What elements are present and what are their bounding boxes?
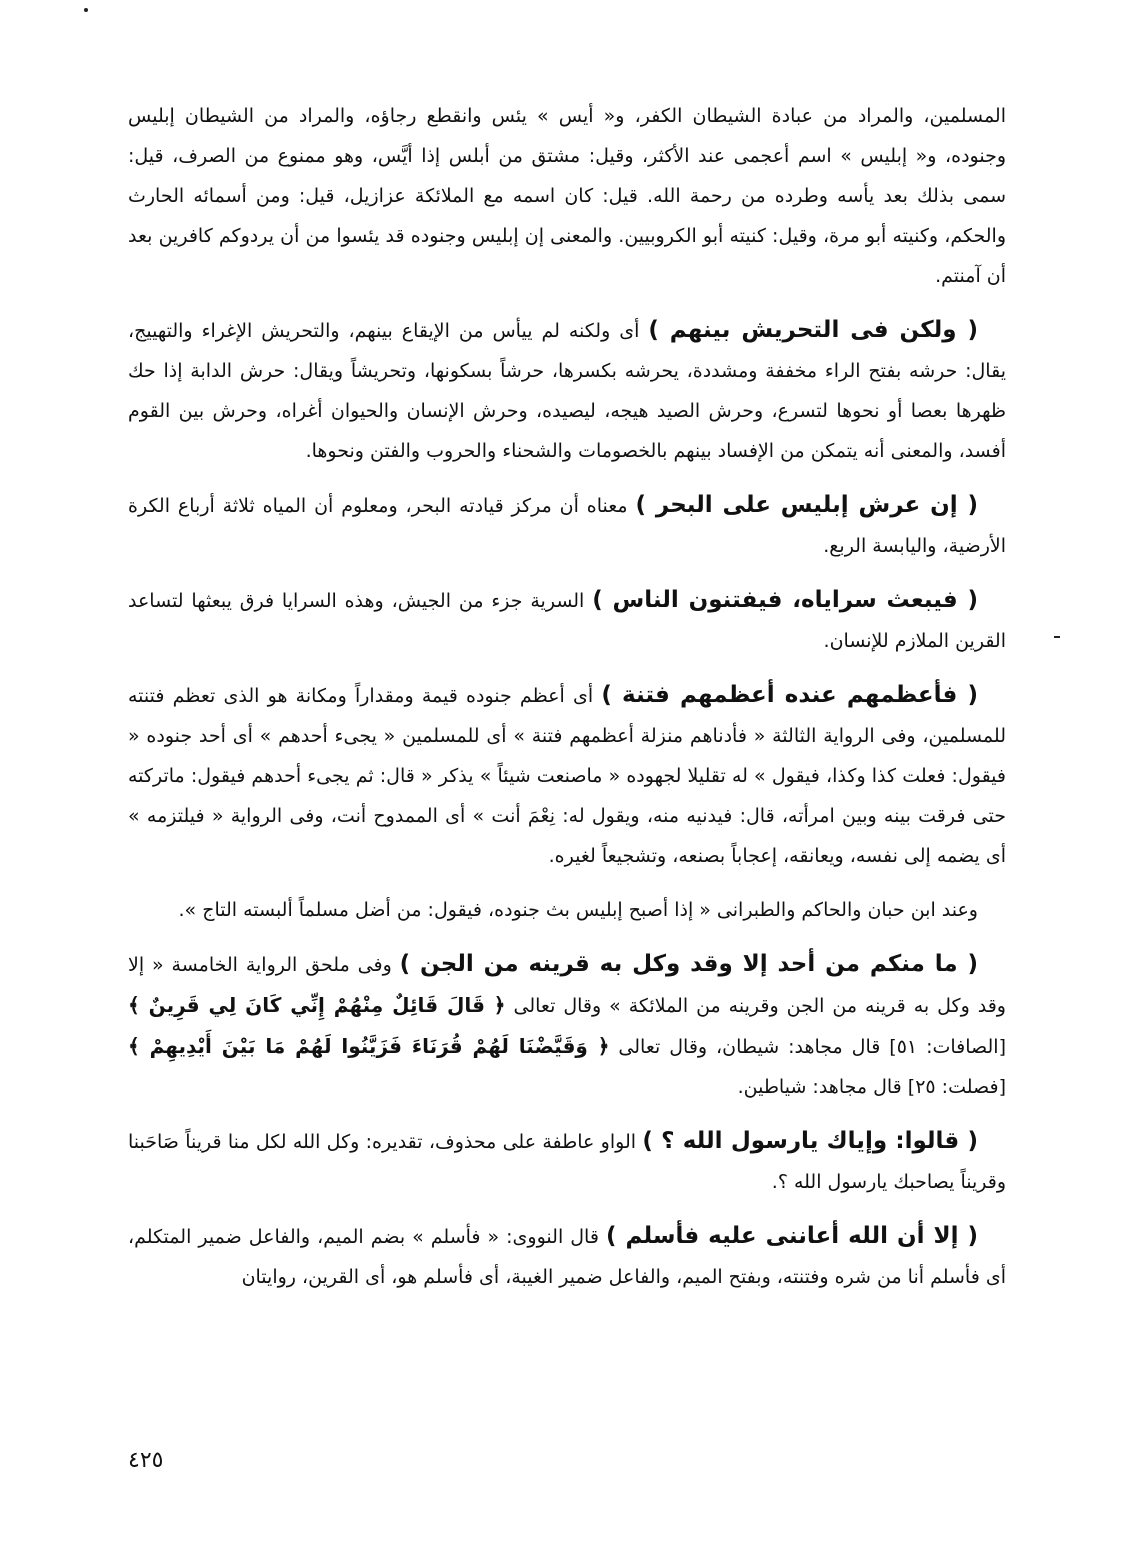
paragraph-text: أى أعظم جنوده قيمة ومقداراً ومكانة هو الذى تعظم فتنته للمسلمين، وفى الرواية الثالثة « فأدناهم منزلة أعظمهم فتنة » أى للمسلمين « يجىء أحدهم » أى أحد جنوده « فيقول: فعلت كذا وكذا، فيقول » له تقليلا لجهوده « ماصنعت شيئاً » يذكر « قال: ثم يجىء أحدهم فيقول: ماتركته حتى فرقت بينه وبين امرأته، قال: فيدنيه منه، ويقول له: نِعْمَ أنت » أى الممدوح أنت، وفى الرواية « فيلتزمه » أى يضمه إلى نفسه، ويعانقه، إعجاباً بصنعه، وتشجيعاً لغيره.	[128, 685, 1006, 867]
quran-verse: ﴿ قَالَ قَائِلٌ مِنْهُمْ إِنِّي كَانَ لِي قَرِينٌ ﴾	[128, 993, 506, 1017]
paragraph-heading: ( قالوا: وإياك يارسول الله ؟ )	[642, 1128, 978, 1154]
paragraph	[128, 675, 1006, 876]
verse-reference: [الصافات: ٥١] قال مجاهد: شيطان، وقال تعالى	[618, 1036, 1006, 1058]
paragraph-text: وفى ملحق الرواية الخامسة « إلا وقد وكل به قرينه من الجن وقرينه من الملائكة » وقال تعالى	[128, 954, 1006, 1017]
scan-speck	[84, 8, 88, 12]
paragraph-text: قال النووى: « فأسلم » بضم الميم، والفاعل ضمير المتكلم، أى فأسلم أنا من شره وفتنته، وبفتح الميم، والفاعل ضمير الغيبة، أى فأسلم هو، أى القرين، روايتان	[128, 1226, 1006, 1288]
verse-reference: [فصلت: ٢٥] قال مجاهد: شياطين.	[737, 1076, 1006, 1098]
paragraph	[128, 890, 1006, 930]
paragraph-heading: ( إلا أن الله أعاننى عليه فأسلم )	[605, 1223, 978, 1249]
scan-speck	[1054, 636, 1060, 638]
quran-verse: ﴿ وَقَيَّضْنَا لَهُمْ قُرَنَاءَ فَزَيَّنُوا لَهُمْ مَا بَيْنَ أَيْدِيهِمْ ﴾	[128, 1034, 610, 1058]
paragraph-text: المسلمين، والمراد من عبادة الشيطان الكفر، و« أيس » يئس وانقطع رجاؤه، والمراد من الشيطان إبليس وجنوده، و« إبليس » اسم أعجمى عند الأكثر، وقيل: مشتق من أبلس إذا أيَّس، وهو ممنوع من الصرف، قيل: سمى بذلك بعد يأسه وطرده من رحمة الله. قيل: كان اسمه مع الملائكة عزازيل، قيل: ومن أسمائه الحارث والحكم، وكنيته أبو مرة، وقيل: كنيته أبو الكروبيين. والمعنى إن إبليس وجنوده قد يئسوا من أن يردوكم كافرين بعد أن آمنتم.	[128, 105, 1006, 287]
paragraph	[128, 944, 1006, 1107]
paragraph	[128, 96, 1006, 296]
page-number: ٤٢٥	[128, 1448, 164, 1473]
paragraph	[128, 1216, 1006, 1297]
paragraph-text: وعند ابن حبان والحاكم والطبرانى « إذا أصبح إبليس بث جنوده، فيقول: من أضل مسلماً ألبسته التاج ».	[178, 899, 978, 921]
paragraph-text: أى ولكنه لم ييأس من الإيقاع بينهم، والتحريش الإغراء والتهييج، يقال: حرشه بفتح الراء مخففة ومشددة، يحرشه بكسرها، حرشاً بسكونها، وتحريشاً ويقال: حرش الدابة إذا حك ظهرها بعصا أو نحوها لتسرع، وحرش الصيد هيجه، ليصيده، وحرش الإنسان والحيوان أغراه، وحرش بين القوم أفسد، والمعنى أنه يتمكن من الإفساد بينهم بالخصومات والشحناء والحروب والفتن ونحوها.	[128, 320, 1006, 462]
paragraph-heading: ( فأعظمهم عنده أعظمهم فتنة )	[601, 682, 978, 708]
paragraph-heading: ( فيبعث سراياه، فيفتنون الناس )	[592, 587, 978, 613]
paragraph	[128, 485, 1006, 566]
page-body	[128, 96, 1006, 1311]
paragraph-heading: ( ما منكم من أحد إلا وقد وكل به قرينه من الجن )	[399, 951, 978, 977]
paragraph	[128, 580, 1006, 661]
paragraph-text: الواو عاطفة على محذوف، تقديره: وكل الله لكل منا قريناً صَاحَبنا وقريناً يصاحبك يارسول الله ؟.	[128, 1131, 1006, 1193]
paragraph	[128, 1121, 1006, 1202]
paragraph-text: معناه أن مركز قيادته البحر، ومعلوم أن المياه ثلاثة أرباع الكرة الأرضية، واليابسة الربع.	[128, 495, 1006, 557]
paragraph-text: السرية جزء من الجيش، وهذه السرايا فرق يبعثها لتساعد القرين الملازم للإنسان.	[128, 590, 1006, 652]
paragraph-heading: ( إن عرش إبليس على البحر )	[635, 492, 978, 518]
paragraph	[128, 310, 1006, 471]
paragraph-heading: ( ولكن فى التحريش بينهم )	[648, 317, 978, 343]
